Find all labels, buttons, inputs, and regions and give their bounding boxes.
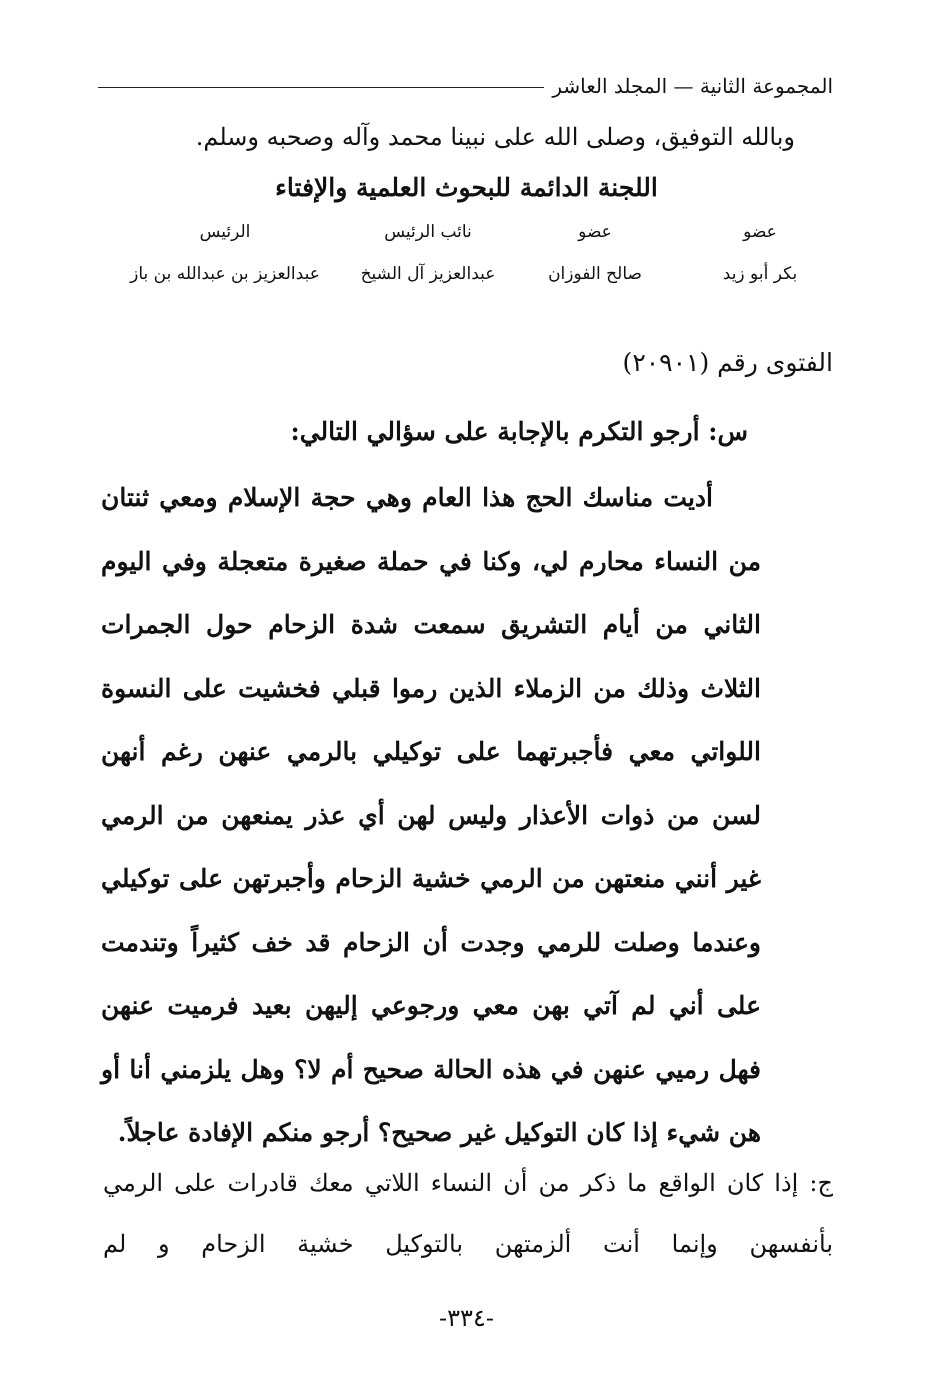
signatory-president: [125, 222, 325, 284]
header-rule: [98, 87, 544, 88]
signatory-role: الرئيس: [199, 222, 251, 242]
signatory-member-2: [535, 222, 655, 284]
question-body: [101, 466, 761, 1165]
page-number: -٣٣٤-: [439, 1304, 494, 1332]
answer-text: ج: إذا كان الواقع ما ذكر من أن النساء اللاتي معك قادرات على الرمي بأنفسهن وإنما أنت ألزمتهن بالتوكيل خشية الزحام و لم: [103, 1169, 833, 1258]
signatory-name: صالح الفوزان: [548, 264, 642, 284]
committee-title: اللجنة الدائمة للبحوث العلمية والإفتاء: [275, 173, 658, 202]
signatory-name: عبدالعزيز بن عبدالله بن باز: [130, 264, 320, 284]
fatwa-number: الفتوى رقم (٢٠٩٠١): [622, 348, 833, 377]
signatory-role: عضو: [743, 222, 777, 242]
answer-body: [103, 1153, 833, 1275]
signatory-role: نائب الرئيس: [384, 222, 472, 242]
running-header-title: المجموعة الثانية — المجلد العاشر: [552, 74, 833, 98]
running-header: [98, 70, 833, 102]
signatory-name: بكر أبو زيد: [722, 264, 798, 284]
signatory-name: عبدالعزيز آل الشيخ: [360, 264, 496, 284]
question-intro: س: أرجو التكرم بالإجابة على سؤالي التالي:: [290, 417, 748, 446]
signatory-member-1: [705, 222, 815, 284]
signatories-block: [125, 222, 815, 297]
signatory-vice-president: [333, 222, 523, 284]
signatory-role: عضو: [578, 222, 612, 242]
closing-line: وبالله التوفيق، وصلى الله على نبينا محمد وآله وصحبه وسلم.: [195, 123, 795, 151]
question-text: أديت مناسك الحج هذا العام وهي حجة الإسلام ومعي ثنتان من النساء محارم لي، وكنا في حملة صغيرة متعجلة وفي اليوم الثاني من أيام التشريق سمعت شدة الزحام حول الجمرات الثلاث وذلك من الزملاء الذين رموا قبلي فخشيت على النسوة اللواتي معي فأجبرتهما على توكيلي بالرمي عنهن رغم أنهن لسن من ذوات الأعذار وليس لهن أي عذر يمنعهن من الرمي غير أنني منعتهن من الرمي خشية الزحام وأجبرتهن على توكيلي وعندما وصلت للرمي وجدت أن الزحام قد خف كثيراً وتندمت على أني لم آتي بهن معي ورجوعي إليهن بعيد فرميت عنهن فهل رميي عنهن في هذه الحالة صحيح أم لا؟ وهل يلزمني أنا أو هن شيء إذا كان التوكيل غير صحيح؟ أرجو منكم الإفادة عاجلاً.: [101, 483, 761, 1147]
